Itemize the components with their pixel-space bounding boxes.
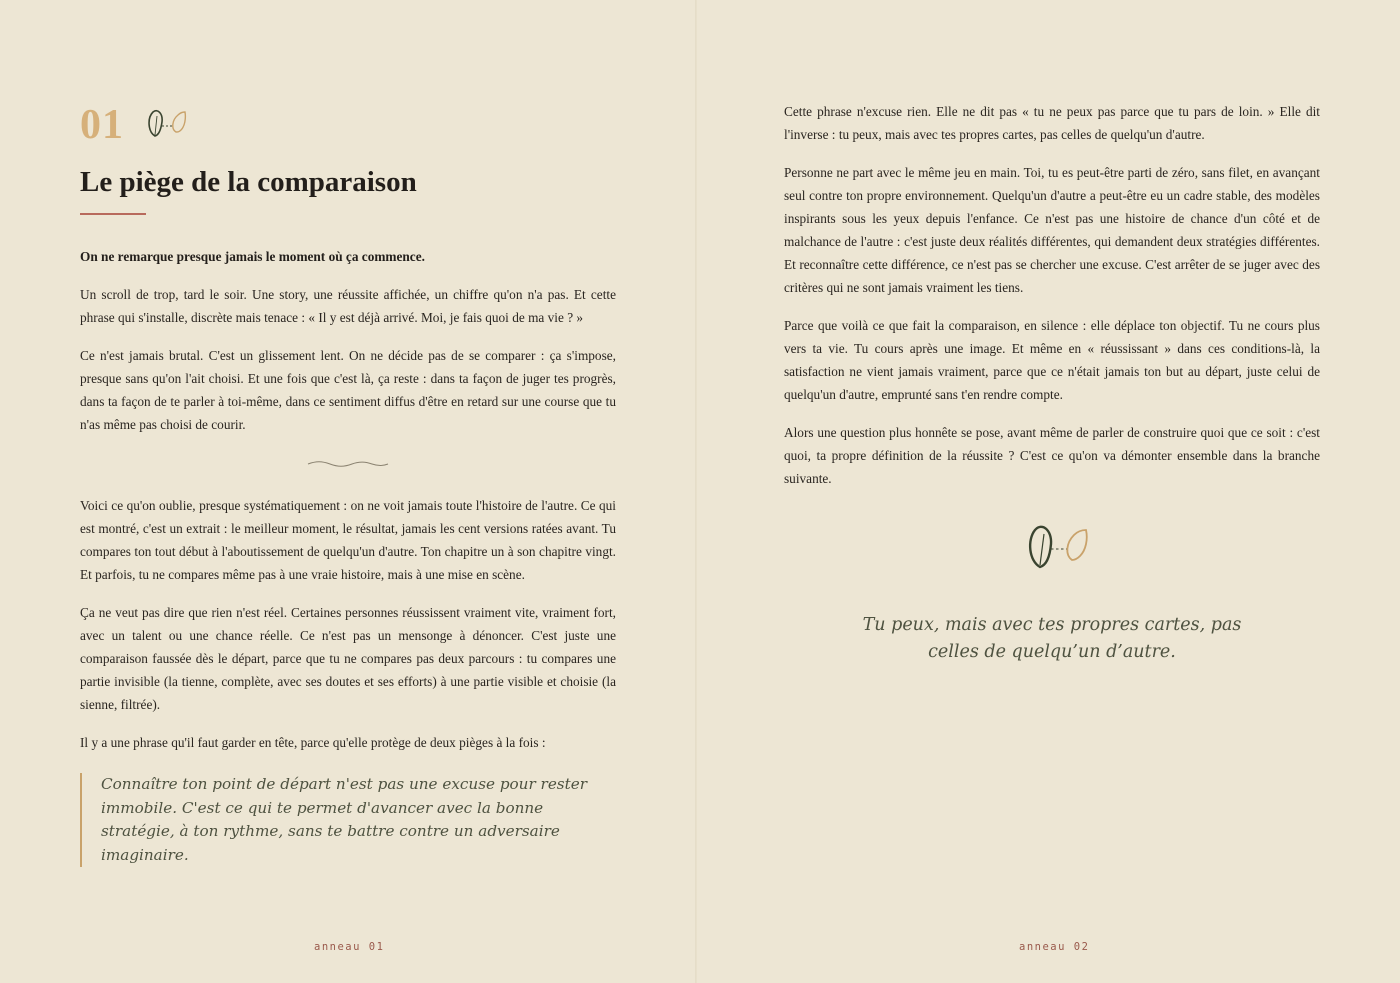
paragraph: Parce que voilà ce que fait la comparaison, en silence : elle déplace ton objectif. Tu ne cours plus vers ta vie. Tu cours après une image. Et même en « réussissant » dans ces conditions-là, la satisfaction ne vient jamais vraiment, parce que ce n'était jamais ton but au départ, juste celui de quelqu'un d'autre, emprunté sans t'en rendre compte.: [784, 318, 1320, 402]
body-text-bottom: [80, 494, 616, 754]
paragraph: Personne ne part avec le même jeu en main. Toi, tu es peut-être parti de zéro, sans filet, en avançant seul contre ton propre environnement. Quelqu'un d'autre a peut-être eu un cadre stable, des modèles inspirants sous les yeux depuis l'enfance. Ce n'est pas une histoire de chance d'un côté et de malchance de l'autre : c'est juste deux réalités différentes, qui demandent deux stratégies différentes. Et reconnaître cette différence, ce n'est pas se chercher une excuse. C'est arrêter de se juger avec des critères qui ne sont jamais vraiment les tiens.: [784, 165, 1320, 295]
leaf-pair-icon: [145, 108, 189, 138]
wavy-divider-icon: [306, 458, 390, 470]
paragraph: Un scroll de trop, tard le soir. Une story, une réussite affichée, un chiffre qu'on n'a pas. Et cette phrase qui s'installe, discrète mais tenace : « Il y est déjà arrivé. Moi, je fais quoi de ma vie ? »: [80, 287, 616, 325]
paragraph: Ce n'est jamais brutal. C'est un glissement lent. On ne décide pas de se comparer : ça s'impose, presque sans qu'on l'ait choisi. Et une fois que c'est là, ça reste : dans ta façon de juger tes progrès, dans ta façon de te parler à toi-même, dans ce sentiment diffus d'être en retard sur une course que tu n'as même pas choisi de courir.: [80, 348, 616, 432]
chapter-title: Le piège de la comparaison: [80, 166, 417, 198]
page-footer-right: anneau 02: [1019, 941, 1090, 953]
body-text-right: [784, 100, 1320, 490]
paragraph: Voici ce qu'on oublie, presque systématiquement : on ne voit jamais toute l'histoire de l'autre. Ce qui est montré, c'est un extrait : le meilleur moment, le résultat, jamais les cent versions ratées avant. Tu compares ton tout début à l'aboutissement de quelqu'un d'autre. Ton chapitre un à son chapitre vingt. Et parfois, tu ne compares même pas à une vraie histoire, mais à une mise en scène.: [80, 498, 616, 582]
left-page: [0, 0, 696, 983]
paragraph: Ça ne veut pas dire que rien n'est réel. Certaines personnes réussissent vraiment vite, vraiment fort, avec un talent ou une chance réelle. Ce n'est pas un mensonge à dénoncer. C'est juste une comparaison faussée dès le départ, parce que tu ne compares pas deux parcours : tu compares une partie invisible (la tienne, complète, avec ses doutes et ses efforts) à une partie visible et choisie (la sienne, filtrée).: [80, 605, 616, 712]
page-footer-left: anneau 01: [314, 941, 385, 953]
body-text-top: [80, 283, 616, 436]
closing-quote: Tu peux, mais avec tes propres cartes, pas celles de quelqu’un d’autre.: [862, 615, 1242, 662]
ring-number: 01: [80, 102, 124, 148]
paragraph: Cette phrase n'excuse rien. Elle ne dit pas « tu ne peux pas parce que tu pars de loin. » Elle dit l'inverse : tu peux, mais avec tes propres cartes, pas celles de quelqu'un d'autre.: [784, 104, 1320, 142]
paragraph: Il y a une phrase qu'il faut garder en tête, parce qu'elle protège de deux pièges à la fois :: [80, 735, 546, 750]
lead-sentence: On ne remarque presque jamais le moment où ça commence.: [80, 249, 425, 264]
paragraph: Alors une question plus honnête se pose, avant même de parler de construire quoi que ce soit : c'est quoi, ta propre définition de la réussite ? C'est ce qu'on va démonter ensemble dans la branche suivante.: [784, 425, 1320, 486]
title-rule: [80, 213, 146, 215]
pull-quote: Connaître ton point de départ n'est pas une excuse pour rester immobile. C'est ce qui te permet d'avancer avec la bonne stratégie, à ton rythme, sans te battre contre un adversaire imaginaire.: [80, 773, 616, 867]
leaf-pair-icon: [1024, 522, 1092, 570]
